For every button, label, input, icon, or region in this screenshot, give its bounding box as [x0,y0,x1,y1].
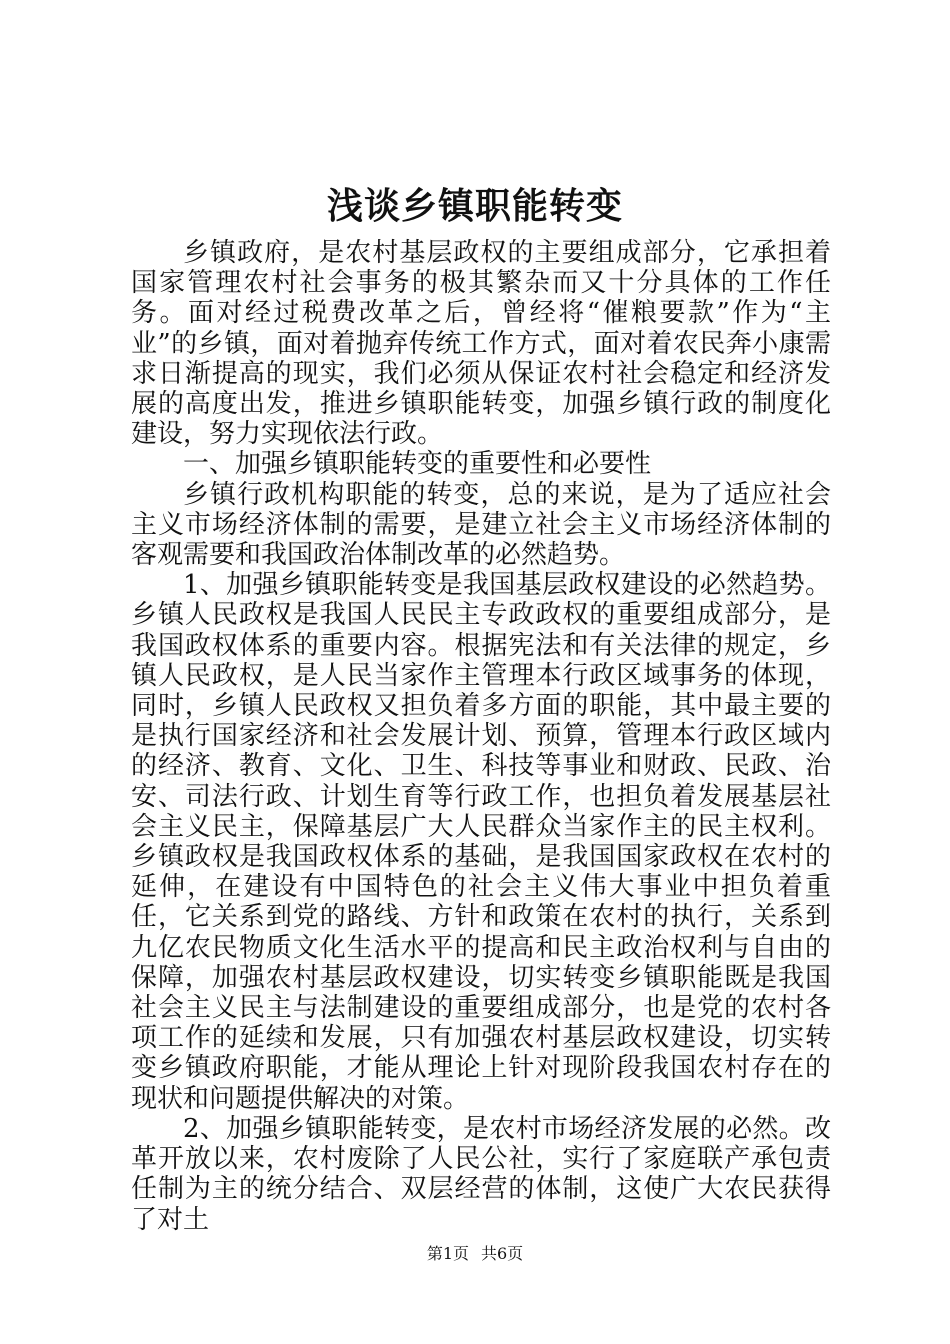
point-1-paragraph: 1、加强乡镇职能转变是我国基层政权建设的必然趋势。乡镇人民政权是我国人民民主专政政权的重要组成部分，是我国政权体系的重要内容。根据宪法和有关法律的规定，乡镇人民政权，是人民当家作主管理本行政区域事务的体现，同时，乡镇人民政权又担负着多方面的职能，其中最主要的是执行国家经济和社会发展计划、预算，管理本行政区域内的经济、教育、文化、卫生、科技等事业和财政、民政、治安、司法行政、计划生育等行政工作，也担负着发展基层社会主义民主，保障基层广大人民群众当家作主的民主权利。乡镇政权是我国政权体系的基础，是我国国家政权在农村的延伸，在建设有中国特色的社会主义伟大事业中担负着重任，它关系到党的路线、方针和政策在农村的执行，关系到九亿农民物质文化生活水平的提高和民主政治权利与自由的保障，加强农村基层政权建设，切实转变乡镇职能既是我国社会主义民主与法制建设的重要组成部分，也是党的农村各项工作的延续和发展，只有加强农村基层政权建设，切实转变乡镇政府职能，才能从理论上针对现阶段我国农村存在的现状和问题提供解决的对策。 [131,570,831,1114]
document-body [131,238,831,1235]
document-title: 浅谈乡镇职能转变 [326,185,623,227]
page-total: 共6页 [481,1244,524,1263]
section-paragraph: 乡镇行政机构职能的转变，总的来说，是为了适应社会主义市场经济体制的需要，是建立社会主义市场经济体制的客观需要和我国政治体制改革的必然趋势。 [131,479,831,571]
page-number: 第1页 [426,1244,469,1263]
page-footer [0,1244,950,1264]
point-2-paragraph: 2、加强乡镇职能转变，是农村市场经济发展的必然。改革开放以来，农村废除了人民公社，实行了家庭联产承包责任制为主的统分结合、双层经营的体制，这使广大农民获得了对土 [131,1113,831,1235]
section-heading: 一、加强乡镇职能转变的重要性和必要性 [183,449,652,480]
intro-paragraph: 乡镇政府，是农村基层政权的主要组成部分，它承担着国家管理农村社会事务的极其繁杂而又十分具体的工作任务。面对经过税费改革之后，曾经将“催粮要款”作为“主业”的乡镇，面对着抛弃传统工作方式，面对着农民奔小康需求日渐提高的现实，我们必须从保证农村社会稳定和经济发展的高度出发，推进乡镇职能转变，加强乡镇行政的制度化建设，努力实现依法行政。 [131,238,831,450]
